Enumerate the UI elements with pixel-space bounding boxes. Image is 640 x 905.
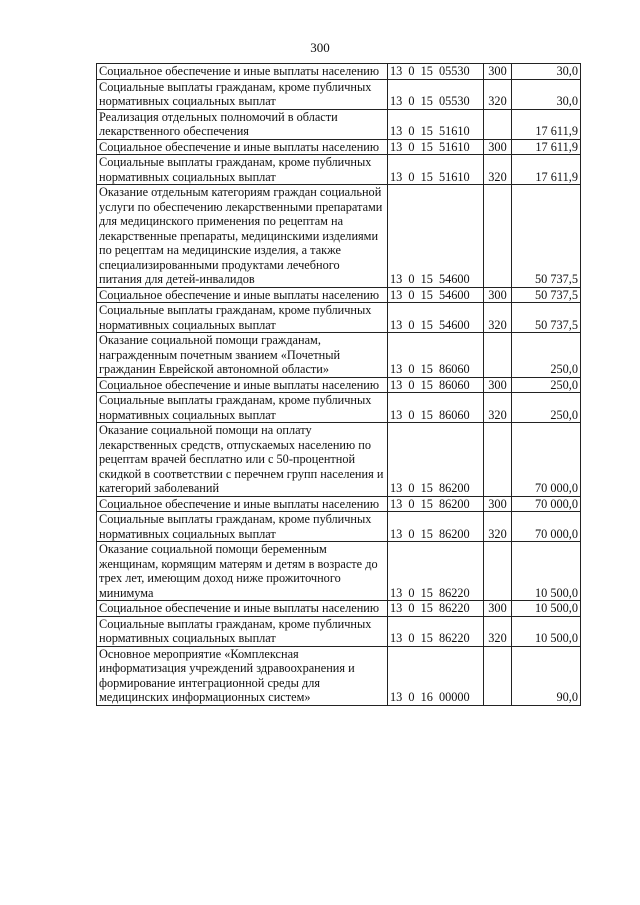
- table-row: [97, 423, 581, 497]
- row-code-cell: 13 0 15 86200: [388, 496, 484, 512]
- row-name-cell: Социальное обеспечение и иные выплаты населению: [97, 64, 388, 80]
- row-code-cell: 13 0 15 51610: [388, 139, 484, 155]
- row-expense-type-cell: 320: [484, 303, 512, 333]
- row-code-cell: 13 0 15 86060: [388, 333, 484, 378]
- row-amount-cell: 17 611,9: [512, 155, 581, 185]
- table-row: [97, 601, 581, 617]
- row-amount-cell: 30,0: [512, 79, 581, 109]
- row-amount-cell: 30,0: [512, 64, 581, 80]
- row-code-cell: 13 0 15 05530: [388, 79, 484, 109]
- table-row: [97, 616, 581, 646]
- table-row: [97, 333, 581, 378]
- row-expense-type-cell: 320: [484, 79, 512, 109]
- row-code-cell: 13 0 15 86060: [388, 393, 484, 423]
- row-name-cell: Социальные выплаты гражданам, кроме публичных нормативных социальных выплат: [97, 512, 388, 542]
- row-name-cell: Социальное обеспечение и иные выплаты населению: [97, 139, 388, 155]
- row-expense-type-cell: [484, 646, 512, 705]
- row-name-cell: Основное мероприятие «Комплексная информатизация учреждений здравоохранения и формирование интеграционной среды для медицинских информационных систем»: [97, 646, 388, 705]
- table-row: [97, 496, 581, 512]
- row-code-cell: 13 0 15 51610: [388, 155, 484, 185]
- row-name-cell: Социальное обеспечение и иные выплаты населению: [97, 601, 388, 617]
- row-expense-type-cell: 300: [484, 377, 512, 393]
- row-amount-cell: 10 500,0: [512, 616, 581, 646]
- row-code-cell: 13 0 15 05530: [388, 64, 484, 80]
- table-row: [97, 64, 581, 80]
- row-code-cell: 13 0 15 86200: [388, 512, 484, 542]
- row-expense-type-cell: 300: [484, 601, 512, 617]
- row-name-cell: Социальные выплаты гражданам, кроме публичных нормативных социальных выплат: [97, 79, 388, 109]
- row-code-cell: 13 0 15 86220: [388, 616, 484, 646]
- row-amount-cell: 70 000,0: [512, 496, 581, 512]
- row-amount-cell: 10 500,0: [512, 542, 581, 601]
- table-row: [97, 185, 581, 288]
- row-amount-cell: 50 737,5: [512, 185, 581, 288]
- table-row: [97, 377, 581, 393]
- table-row: [97, 542, 581, 601]
- row-expense-type-cell: 320: [484, 155, 512, 185]
- table-row: [97, 287, 581, 303]
- row-expense-type-cell: 320: [484, 512, 512, 542]
- row-expense-type-cell: 300: [484, 287, 512, 303]
- row-name-cell: Реализация отдельных полномочий в области лекарственного обеспечения: [97, 109, 388, 139]
- table-row: [97, 512, 581, 542]
- row-amount-cell: 250,0: [512, 393, 581, 423]
- row-amount-cell: 250,0: [512, 377, 581, 393]
- row-name-cell: Социальные выплаты гражданам, кроме публичных нормативных социальных выплат: [97, 155, 388, 185]
- budget-table-body: [97, 64, 581, 706]
- row-expense-type-cell: [484, 423, 512, 497]
- row-code-cell: 13 0 15 86220: [388, 601, 484, 617]
- row-expense-type-cell: 300: [484, 496, 512, 512]
- row-name-cell: Социальное обеспечение и иные выплаты населению: [97, 287, 388, 303]
- row-code-cell: 13 0 15 54600: [388, 185, 484, 288]
- table-row: [97, 79, 581, 109]
- row-code-cell: 13 0 15 51610: [388, 109, 484, 139]
- row-name-cell: Оказание отдельным категориям граждан социальной услуги по обеспечению лекарственными препаратами для медицинского применения по рецептам на лекарственные препараты, медицинскими изделиями по рецептам на медицинские изделия, а также специализированными продуктами лечебного питания для детей-инвалидов: [97, 185, 388, 288]
- row-name-cell: Социальное обеспечение и иные выплаты населению: [97, 377, 388, 393]
- row-amount-cell: 50 737,5: [512, 287, 581, 303]
- table-row: [97, 139, 581, 155]
- table-row: [97, 109, 581, 139]
- row-amount-cell: 10 500,0: [512, 601, 581, 617]
- row-expense-type-cell: 320: [484, 393, 512, 423]
- row-name-cell: Оказание социальной помощи на оплату лекарственных средств, отпускаемых населению по рецептам врачей бесплатно или с 50-процентной скидкой в соответствии с перечнем групп населения и категорий заболеваний: [97, 423, 388, 497]
- row-expense-type-cell: 300: [484, 64, 512, 80]
- row-amount-cell: 70 000,0: [512, 512, 581, 542]
- row-expense-type-cell: [484, 333, 512, 378]
- row-code-cell: 13 0 16 00000: [388, 646, 484, 705]
- row-amount-cell: 90,0: [512, 646, 581, 705]
- page-number: 300: [310, 40, 330, 55]
- row-code-cell: 13 0 15 86200: [388, 423, 484, 497]
- row-expense-type-cell: [484, 542, 512, 601]
- row-amount-cell: 70 000,0: [512, 423, 581, 497]
- row-expense-type-cell: 320: [484, 616, 512, 646]
- row-expense-type-cell: [484, 109, 512, 139]
- row-amount-cell: 17 611,9: [512, 109, 581, 139]
- row-code-cell: 13 0 15 86220: [388, 542, 484, 601]
- row-amount-cell: 250,0: [512, 333, 581, 378]
- row-name-cell: Социальные выплаты гражданам, кроме публичных нормативных социальных выплат: [97, 616, 388, 646]
- table-row: [97, 303, 581, 333]
- table-row: [97, 646, 581, 705]
- row-name-cell: Социальные выплаты гражданам, кроме публичных нормативных социальных выплат: [97, 303, 388, 333]
- row-amount-cell: 50 737,5: [512, 303, 581, 333]
- row-name-cell: Социальные выплаты гражданам, кроме публичных нормативных социальных выплат: [97, 393, 388, 423]
- row-amount-cell: 17 611,9: [512, 139, 581, 155]
- row-code-cell: 13 0 15 86060: [388, 377, 484, 393]
- row-expense-type-cell: [484, 185, 512, 288]
- row-name-cell: Оказание социальной помощи беременным женщинам, кормящим матерям и детям в возрасте до трех лет, имеющим доход ниже прожиточного минимума: [97, 542, 388, 601]
- table-row: [97, 155, 581, 185]
- row-expense-type-cell: 300: [484, 139, 512, 155]
- budget-table: [96, 63, 581, 706]
- row-name-cell: Социальное обеспечение и иные выплаты населению: [97, 496, 388, 512]
- table-row: [97, 393, 581, 423]
- row-code-cell: 13 0 15 54600: [388, 287, 484, 303]
- row-name-cell: Оказание социальной помощи гражданам, награжденным почетным званием «Почетный гражданин Еврейской автономной области»: [97, 333, 388, 378]
- row-code-cell: 13 0 15 54600: [388, 303, 484, 333]
